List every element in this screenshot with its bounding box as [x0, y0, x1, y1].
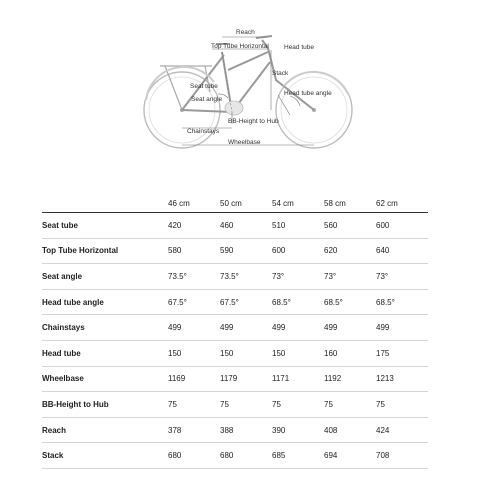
table-row [42, 213, 428, 239]
label-reach: Reach [236, 29, 255, 36]
cell: 694 [324, 443, 376, 469]
cell: 68.5° [376, 289, 428, 315]
cell: 408 [324, 417, 376, 443]
cell: 75 [272, 392, 324, 418]
row-label: Chainstays [42, 315, 168, 341]
row-label: Wheelbase [42, 366, 168, 392]
cell: 388 [220, 417, 272, 443]
label-stack: Stack [272, 70, 289, 77]
cell: 424 [376, 417, 428, 443]
size-50-header: 50 cm [220, 194, 272, 213]
cell: 1171 [272, 366, 324, 392]
cell: 378 [168, 417, 220, 443]
cell: 600 [272, 238, 324, 264]
label-chainstays: Chainstays [187, 128, 220, 135]
cell: 510 [272, 213, 324, 239]
label-bb-height-to-hub: BB-Height to Hub [228, 118, 279, 125]
table-row [42, 340, 428, 366]
cell: 75 [324, 392, 376, 418]
cell: 590 [220, 238, 272, 264]
cell: 67.5° [220, 289, 272, 315]
label-head-tube-angle: Head tube angle [284, 90, 332, 97]
cell: 175 [376, 340, 428, 366]
cell: 640 [376, 238, 428, 264]
cell: 499 [376, 315, 428, 341]
row-label: Head tube [42, 340, 168, 366]
row-label: Top Tube Horizontal [42, 238, 168, 264]
row-label: Head tube angle [42, 289, 168, 315]
table-row [42, 238, 428, 264]
cell: 75 [376, 392, 428, 418]
bike-geometry-diagram [0, 0, 500, 160]
bike-drawing [0, 0, 500, 160]
cell: 1192 [324, 366, 376, 392]
cell: 499 [272, 315, 324, 341]
cell: 680 [168, 443, 220, 469]
cell: 499 [324, 315, 376, 341]
geometry-table [42, 194, 428, 469]
cell: 67.5° [168, 289, 220, 315]
cell: 390 [272, 417, 324, 443]
size-54-header: 54 cm [272, 194, 324, 213]
cell: 73° [324, 264, 376, 290]
label-head-tube: Head tube [284, 44, 314, 51]
cell: 580 [168, 238, 220, 264]
cell: 680 [220, 443, 272, 469]
cell: 68.5° [272, 289, 324, 315]
size-58-header: 58 cm [324, 194, 376, 213]
cell: 150 [168, 340, 220, 366]
table-row [42, 264, 428, 290]
table-row [42, 366, 428, 392]
cell: 499 [220, 315, 272, 341]
label-wheelbase: Wheelbase [228, 139, 261, 146]
table-row [42, 417, 428, 443]
label-seat-angle: Seat angle [191, 96, 223, 103]
cell: 499 [168, 315, 220, 341]
row-label: Seat tube [42, 213, 168, 239]
header-blank [42, 194, 168, 213]
cell: 560 [324, 213, 376, 239]
cell: 1213 [376, 366, 428, 392]
cell: 73.5° [168, 264, 220, 290]
cell: 1179 [220, 366, 272, 392]
table-row [42, 289, 428, 315]
cell: 420 [168, 213, 220, 239]
cell: 75 [220, 392, 272, 418]
cell: 160 [324, 340, 376, 366]
cell: 150 [220, 340, 272, 366]
cell: 708 [376, 443, 428, 469]
table-row [42, 392, 428, 418]
table-header-row [42, 194, 428, 213]
table-row [42, 443, 428, 469]
size-46-header: 46 cm [168, 194, 220, 213]
cell: 75 [168, 392, 220, 418]
cell: 73.5° [220, 264, 272, 290]
cell: 685 [272, 443, 324, 469]
label-top-tube-horizontal: Top Tube Horizontal [211, 43, 269, 50]
cell: 460 [220, 213, 272, 239]
cell: 600 [376, 213, 428, 239]
cell: 73° [272, 264, 324, 290]
cell: 73° [376, 264, 428, 290]
row-label: Seat angle [42, 264, 168, 290]
row-label: Reach [42, 417, 168, 443]
row-label: BB-Height to Hub [42, 392, 168, 418]
size-62-header: 62 cm [376, 194, 428, 213]
cell: 620 [324, 238, 376, 264]
cell: 68.5° [324, 289, 376, 315]
label-seat-tube: Seat tube [190, 83, 218, 90]
cell: 150 [272, 340, 324, 366]
row-label: Stack [42, 443, 168, 469]
table-row [42, 315, 428, 341]
cell: 1169 [168, 366, 220, 392]
